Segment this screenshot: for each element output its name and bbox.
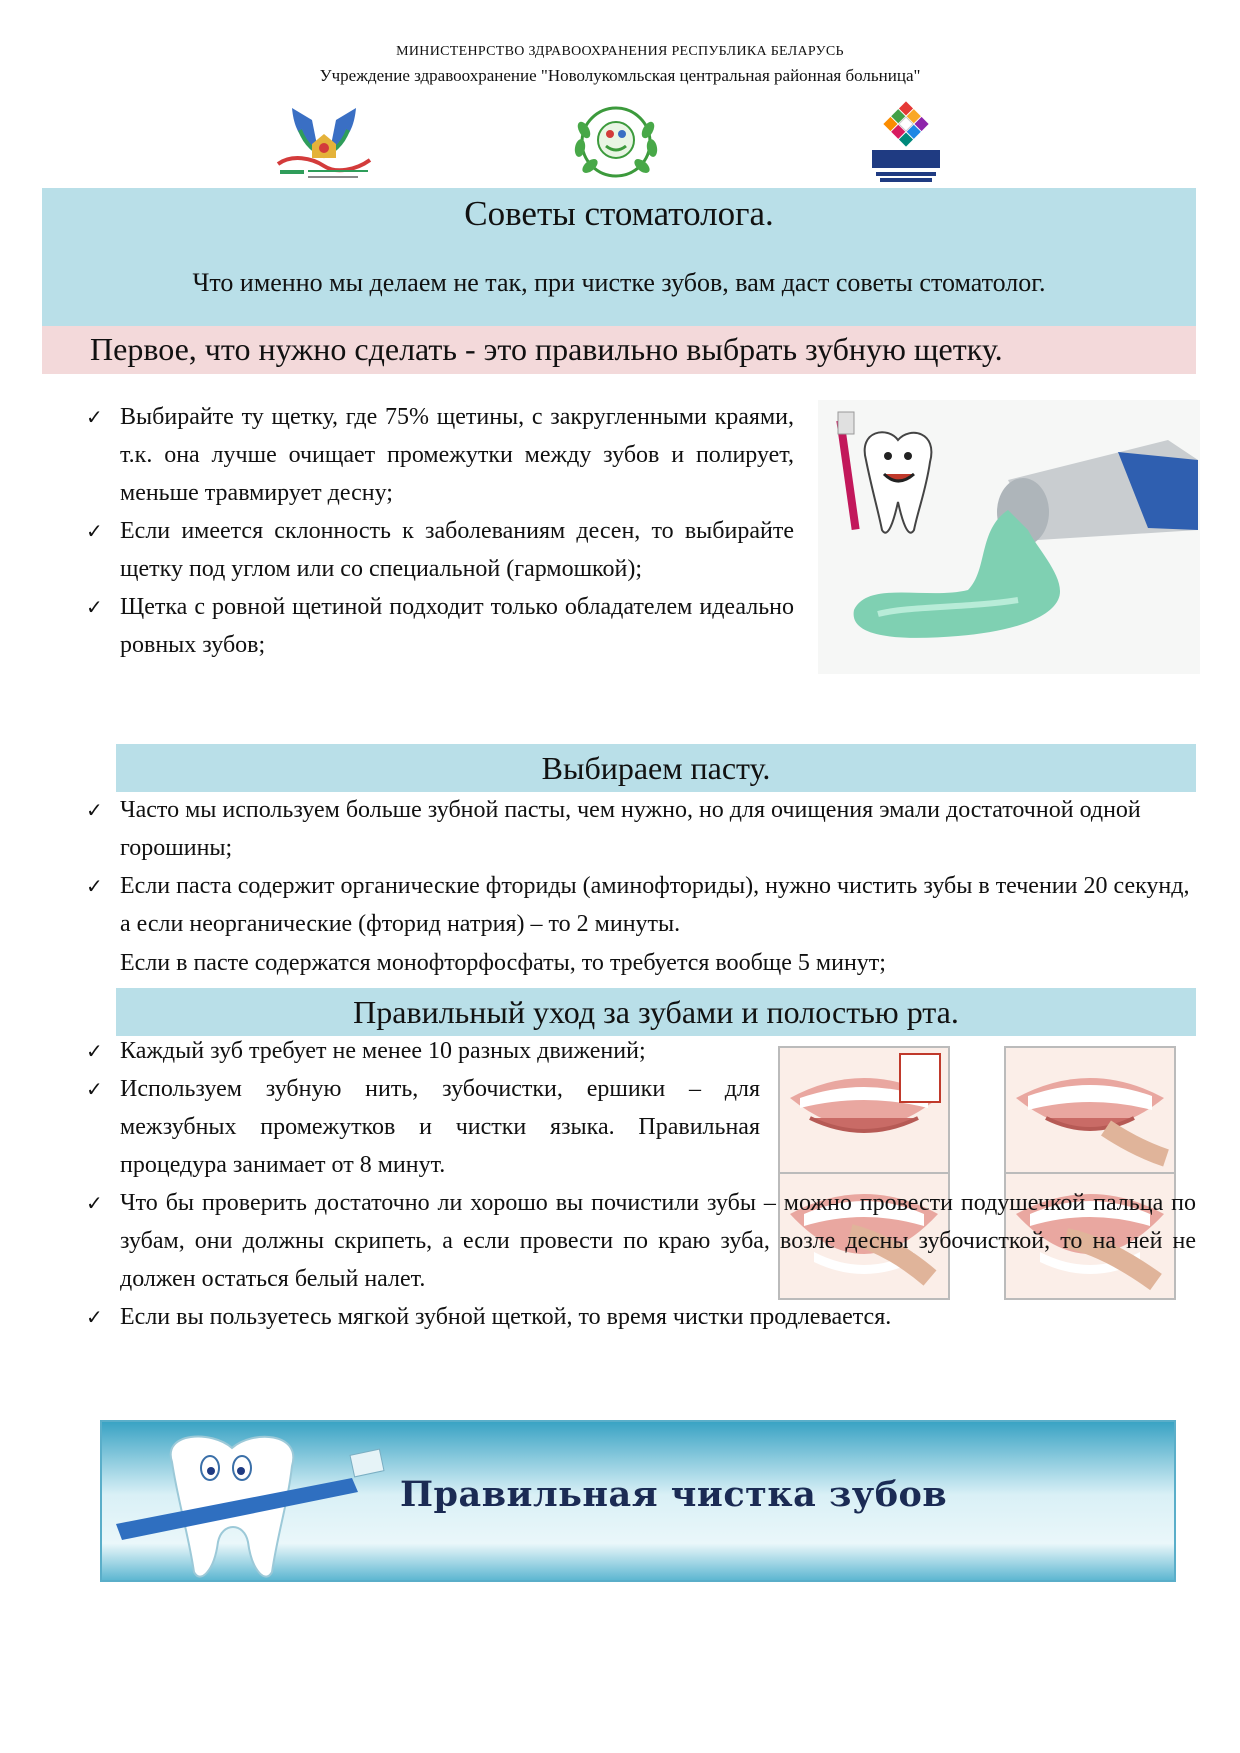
paste-continuation-text: Если в пасте содержатся монофторфосфаты, то требуется вообще 5 минут; (120, 950, 886, 976)
list-item: ✓ Щетка с ровной щетиной подходит только обладателем идеально ровных зубов; (84, 588, 794, 664)
care-section-header: Правильный уход за зубами и полостью рта. (116, 988, 1196, 1036)
check-icon: ✓ (86, 1191, 103, 1215)
list-item: ✓ Каждый зуб требует не менее 10 разных движений; (84, 1032, 760, 1070)
check-icon: ✓ (86, 798, 103, 822)
paste-section-header: Выбираем пасту. (116, 744, 1196, 792)
brush-tips-list (84, 398, 794, 664)
institution-header: Учреждение здравоохранение "Новолукомльская центральная районная больница" (319, 66, 921, 85)
paste-tips-list (84, 791, 1204, 943)
proper-brushing-banner (100, 1420, 1176, 1582)
ministry-header: МИНИСТЕНРСТВО ЗДРАВООХРАНЕНИЯ РЕСПУБЛИКА БЕЛАРУСЬ (396, 44, 844, 59)
check-icon: ✓ (86, 1305, 103, 1329)
check-icon: ✓ (86, 1039, 103, 1063)
list-item: ✓ Если имеется склонность к заболеваниям десен, то выбирайте щетку под углом или со специальной (гармошкой); (84, 512, 794, 588)
page-subtitle: Что именно мы делаем не так, при чистке зубов, вам даст советы стоматолог. (192, 268, 1046, 297)
wreath-emblem-logo (566, 100, 666, 184)
list-item: ✓ Если паста содержит органические фториды (аминофториды), нужно чистить зубы в течении 20 секунд, а если неорганические (фторид натрия) – то 2 минуты. (84, 867, 1204, 943)
title-band (42, 188, 1196, 326)
list-item: ✓ Используем зубную нить, зубочистки, ершики – для межзубных промежутков и чистки языка. Правильная процедура занимает от 8 минут. (84, 1070, 760, 1184)
first-step-text: Первое, что нужно сделать - это правильно выбрать зубную щетку. (90, 331, 1003, 367)
list-item: ✓ Что бы проверить достаточно ли хорошо вы почистили зубы – можно провести подушечкой пальца по зубам, они должны скрипеть, а если провести по краю зуба, возле десны зубочисткой, то на ней не должен остаться белый налет. (84, 1184, 1196, 1298)
tooth-and-toothpaste-illustration (818, 400, 1200, 674)
first-step-band (42, 326, 1196, 374)
list-item: ✓ Если вы пользуетесь мягкой зубной щеткой, то время чистки продлевается. (84, 1298, 1196, 1336)
check-icon: ✓ (86, 405, 103, 429)
care-tips-list (84, 1032, 1196, 1336)
goals-belarus-logo (866, 100, 946, 184)
check-icon: ✓ (86, 519, 103, 543)
check-icon: ✓ (86, 874, 103, 898)
banner-title: Правильная чистка зубов (400, 1474, 948, 1515)
check-icon: ✓ (86, 595, 103, 619)
list-item: ✓ Часто мы используем больше зубной пасты, чем нужно, но для очищения эмали достаточной одной горошины; (84, 791, 1204, 867)
list-item: ✓ Выбирайте ту щетку, где 75% щетины, с закругленными краями, т.к. она лучше очищает промежутки между зубов и полирует, меньше травмирует десну; (84, 398, 794, 512)
healthy-cities-logo (272, 100, 376, 184)
check-icon: ✓ (86, 1077, 103, 1101)
page-title: Советы стоматолога. (464, 194, 774, 233)
